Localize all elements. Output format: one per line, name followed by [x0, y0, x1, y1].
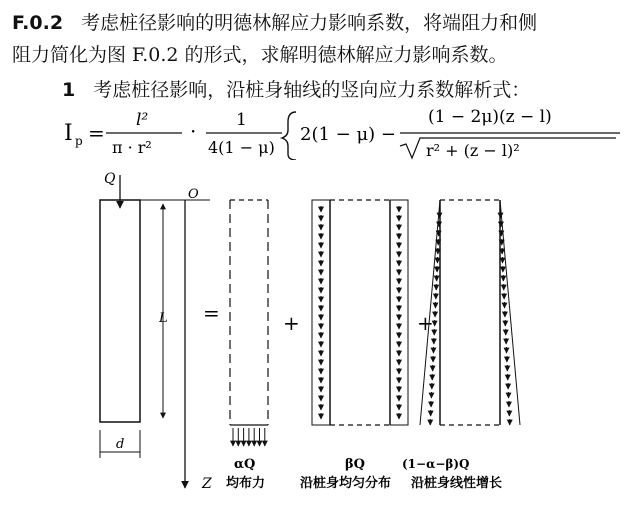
label-Q: Q: [104, 171, 116, 187]
section-number: F.0.2: [12, 12, 64, 34]
uniform-friction-arrows: [321, 206, 399, 419]
label-O: O: [188, 187, 199, 202]
end-load-arrows: [233, 428, 265, 446]
label-L: L: [159, 311, 168, 326]
pile-uniform-friction: [312, 200, 408, 425]
formula-dot: ·: [190, 119, 197, 143]
item-text: 考虑桩径影响，沿桩身轴线的竖向应力系数解析式：: [93, 79, 531, 101]
term1-load: αQ: [234, 457, 256, 472]
linear-friction-arrows: [430, 212, 509, 425]
frac3-numerator: (1 − 2μ)(z − l): [428, 107, 552, 127]
section-line-1: [12, 8, 537, 35]
formula-brace: [282, 112, 296, 160]
formula-lhs: I: [64, 121, 73, 146]
term3-desc: 沿桩身线性增长: [411, 476, 503, 491]
term3-load: (1−α−β)Q: [402, 457, 470, 471]
term1-desc: 均布力: [226, 476, 266, 491]
frac1-denominator: π · r²: [112, 138, 152, 157]
formula-lhs-sub: p: [75, 134, 83, 148]
item-line: [62, 75, 530, 102]
frac2-numerator: 1: [236, 110, 247, 130]
frac3-denominator: r² + (z − l)²: [426, 141, 520, 160]
equals-sign: =: [203, 301, 220, 325]
label-Z: Z: [202, 476, 212, 492]
z-axis: [140, 200, 210, 488]
pile-main: [100, 175, 140, 422]
section-line-2: 阻力简化为图 F.0.2 的形式，求解明德林解应力影响系数。: [12, 44, 508, 66]
plus-sign-2: +: [417, 311, 434, 335]
formula: [60, 100, 620, 160]
frac2-denominator: 4(1 − μ): [208, 138, 275, 157]
term2-desc: 沿桩身均匀分布: [300, 476, 392, 491]
pile-diagram: [0, 160, 644, 507]
svg-text:=: =: [88, 121, 105, 145]
formula-brace-term: 2(1 − μ) −: [300, 124, 396, 145]
frac1-numerator: l²: [136, 110, 149, 130]
label-d: d: [116, 437, 125, 452]
item-number: 1: [62, 79, 76, 101]
pile-end-load: [230, 200, 268, 425]
term2-load: βQ: [345, 457, 365, 472]
plus-sign-1: +: [283, 311, 300, 335]
section-text-1: 考虑桩径影响的明德林解应力影响系数，将端阻力和侧: [81, 12, 538, 34]
